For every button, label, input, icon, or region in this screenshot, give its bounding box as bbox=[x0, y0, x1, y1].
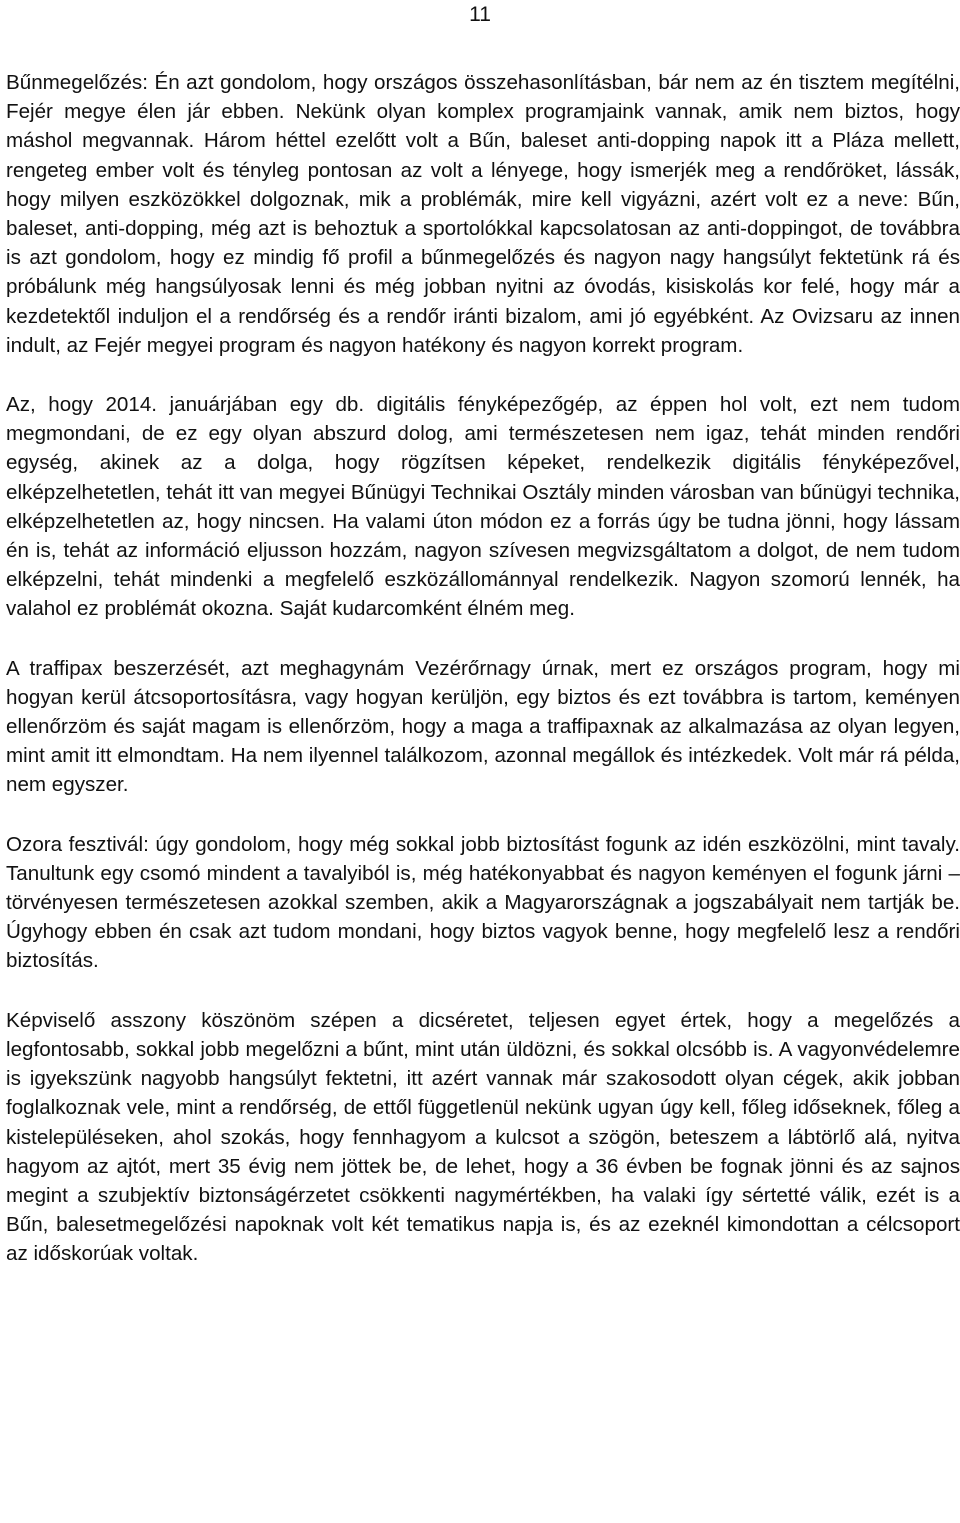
paragraph-digital-camera: Az, hogy 2014. januárjában egy db. digitális fényképezőgép, az éppen hol volt, ezt nem tudom megmondani, de ez egy olyan abszurd dolog, ami természetesen nem igaz, tehát minden rendőri egység, akinek az a dolga, hogy rögzítsen képeket, rendelkezik digitális fényképezővel, elképzelhetetlen, tehát itt van megyei Bűnügyi Technikai Osztály minden városban van bűnügyi technika, elképzelhetetlen az, hogy nincsen. Ha valami úton módon ez a forrás úgy be tudna jönni, hogy lássam én is, tehát az információ eljusson hozzám, nagyon szívesen megvizsgáltatom a dolgot, de nem tudom elképzelni, tehát mindenki a megfelelő eszközállománnyal rendelkezik. Nagyon szomorú lennék, ha valahol ez problémát okozna. Saját kudarcomként élném meg. bbox=[6, 393, 960, 621]
document-body bbox=[6, 68, 960, 1299]
page-number: 11 bbox=[469, 3, 491, 26]
paragraph-crime-prevention: Bűnmegelőzés: Én azt gondolom, hogy országos összehasonlításban, bár nem az én tisztem megítélni, Fejér megye élen jár ebben. Nekünk olyan komplex programjaink vannak, amik nem biztos, hogy máshol megvannak. Három héttel ezelőtt volt a Bűn, baleset anti-dopping napok itt a Pláza mellett, rengeteg ember volt és tényleg pontosan az volt a lényege, hogy ismerjék meg a rendőröket, lássák, hogy milyen eszközökkel dolgoznak, mik a problémák, mire kell vigyázni, azért volt ez a neve: Bűn, baleset, anti-dopping, még azt is behoztuk a sportolókkal kapcsolatosan az anti-doppingot, de továbbra is azt gondolom, hogy ez mindig fő profil a bűnmegelőzés és nagyon nagy hangsúlyt fektetünk rá és próbálunk még hangsúlyosak lenni és még jobban nyitni az óvodás, kisiskolás kor felé, hogy már a kezdetektől induljon el a rendőrség és a rendőr iránti bizalom, ami jó egyébként. Az Ovizsaru az innen indult, az Fejér megyei program és nagyon hatékony és nagyon korrekt program. bbox=[6, 71, 960, 357]
paragraph-property-protection: Képviselő asszony köszönöm szépen a dicséretet, teljesen egyet értek, hogy a megelőzés a legfontosabb, sokkal jobb megelőzni a bűnt, mint után üldözni, és sokkal olcsóbb is. A vagyonvédelemre is igyekszünk nagyobb hangsúlyt fektetni, itt azért vannak már szakosodott olyan cégek, akik jobban foglalkoznak vele, mint a rendőrség, de ettől függetlenül nekünk ugyan úgy kell, főleg időseknek, főleg a kistelepüléseken, ahol szokás, hogy fennhagyom a kulcsot a szögön, beteszem a lábtörlő alá, nyitva hagyom az ajtót, mert 35 évig nem jöttek be, de lehet, hogy a 36 évben be fognak jönni és az sajnos megint a szubjektív biztonságérzetet csökkenti nagymértékben, ha valaki így sértetté válik, ezét is a Bűn, balesetmegelőzési napoknak volt két tematikus napja is, és az ezeknél kimondottan a célcsoport az időskorúak voltak. bbox=[6, 1008, 960, 1266]
paragraph-speed-camera: A traffipax beszerzését, azt meghagynám Vezérőrnagy úrnak, mert ez országos program, hogy mi hogyan kerül átcsoportosításra, vagy hogyan kerüljön, egy biztos és ezt továbbra is tartom, keményen ellenőrzöm és saját magam is ellenőrzöm, hogy a maga a traffipaxnak az alkalmazása az olyan legyen, mint amit itt elmondtam. Ha nem ilyennel találkozom, azonnal megállok és intézkedek. Volt már rá példa, nem egyszer. bbox=[6, 656, 960, 797]
paragraph-ozora-festival: Ozora fesztivál: úgy gondolom, hogy még sokkal jobb biztosítást fogunk az idén eszközölni, mint tavaly. Tanultunk egy csomó mindent a tavalyiból is, még hatékonyabbat és nagyon keményen el fogunk járni – törvényesen természetesen azokkal szemben, akik a Magyarországnak a jogszabályait nem tartják be. Úgyhogy ebben én csak azt tudom mondani, hogy biztos vagyok benne, hogy megfelelő lesz a rendőri biztosítás. bbox=[6, 832, 960, 973]
